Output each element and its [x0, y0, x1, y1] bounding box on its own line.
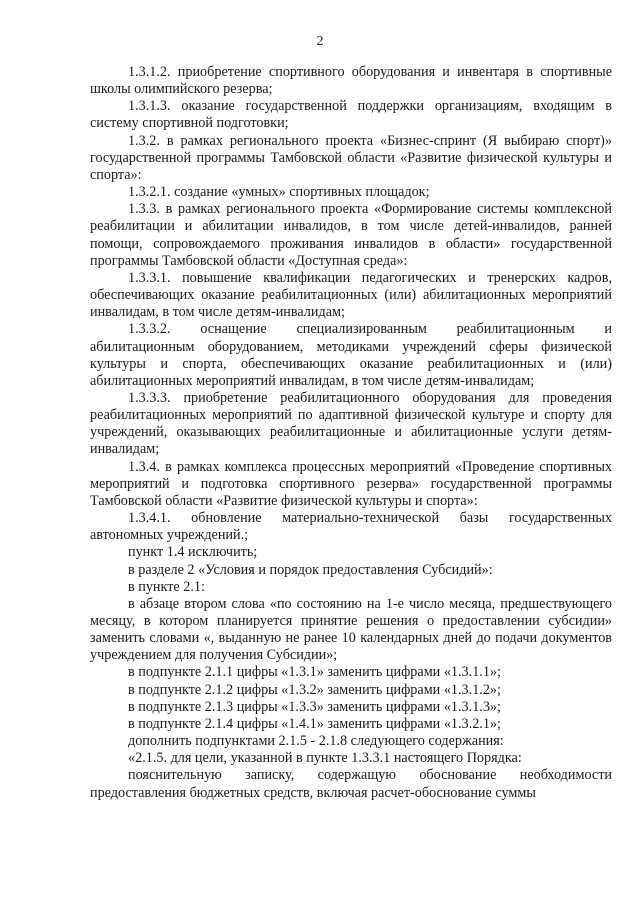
paragraph: пункт 1.4 исключить;	[128, 544, 258, 561]
paragraph: пояснительную записку, содержащую обоснование необходимости предоставления бюджетных средств, включая расчет-обоснование суммы	[90, 767, 612, 801]
paragraph: 1.3.2. в рамках регионального проекта «Бизнес-спринт (Я выбираю спорт)» государственной программы Тамбовской области «Развитие физической культуры и спорта»:	[90, 132, 612, 183]
paragraph: 1.3.2.1. создание «умных» спортивных площадок;	[128, 184, 430, 201]
paragraph: в подпункте 2.1.4 цифры «1.4.1» заменить цифрами «1.3.2.1»;	[128, 715, 501, 732]
paragraph: в абзаце втором слова «по состоянию на 1-е число месяца, предшествующего месяцу, в котором планируется принятие решения о предоставлении субсидии» заменить словами «, выданную не ранее 10 календарных дней до подачи документов учреждением для получения Субсидии»;	[90, 595, 612, 664]
paragraph: дополнить подпунктами 2.1.5 - 2.1.8 следующего содержания:	[128, 733, 504, 750]
paragraph: 1.3.3. в рамках регионального проекта «Формирование системы комплексной реабилитации и абилитации инвалидов, в том числе детей-инвалидов, ранней помощи, сопровождаемого проживания инвалидов в области» государственной программы Тамбовской области «Доступная среда»:	[90, 201, 612, 269]
paragraph: в пункте 2.1:	[128, 578, 205, 595]
paragraph: 1.3.1.2. приобретение спортивного оборудования и инвентаря в спортивные школы олимпийского резерва;	[90, 64, 612, 98]
paragraph: 1.3.3.3. приобретение реабилитационного оборудования для проведения реабилитационных мероприятий по адаптивной физической культуре и спорту для учреждений, оказывающих реабилитационные и абилитационные услуги детям-инвалидам;	[90, 389, 612, 458]
paragraph: в подпункте 2.1.1 цифры «1.3.1» заменить цифрами «1.3.1.1»;	[128, 664, 501, 681]
paragraph: 1.3.4.1. обновление материально-технической базы государственных автономных учреждений.;	[90, 510, 612, 544]
paragraph: «2.1.5. для цели, указанной в пункте 1.3.3.1 настоящего Порядка:	[128, 750, 522, 767]
paragraph: в подпункте 2.1.3 цифры «1.3.3» заменить цифрами «1.3.1.3»;	[128, 698, 501, 715]
document-body	[90, 64, 612, 802]
paragraph: 1.3.3.1. повышение квалификации педагогических и тренерских кадров, обеспечивающих оказание реабилитационных (или) абилитационных мероприятий инвалидам, в том числе детям-инвалидам;	[90, 269, 612, 321]
paragraph: в подпункте 2.1.2 цифры «1.3.2» заменить цифрами «1.3.1.2»;	[128, 681, 501, 698]
page-number: 2	[316, 34, 324, 49]
paragraph: 1.3.3.2. оснащение специализированным реабилитационным и абилитационным оборудованием, методиками учреждений сферы физической культуры и спорта, обеспечивающих оказание реабилитационных и (или) абилитационных мероприятий инвалидам, в том числе детям-инвалидам;	[90, 321, 612, 389]
paragraph: 1.3.1.3. оказание государственной поддержки организациям, входящим в систему спортивной подготовки;	[90, 98, 612, 132]
paragraph: в разделе 2 «Условия и порядок предоставления Субсидий»:	[128, 561, 493, 578]
paragraph: 1.3.4. в рамках комплекса процессных мероприятий «Проведение спортивных мероприятий и подготовка спортивного резерва» государственной программы Тамбовской области «Развитие физической культуры и спорта»:	[90, 458, 612, 509]
